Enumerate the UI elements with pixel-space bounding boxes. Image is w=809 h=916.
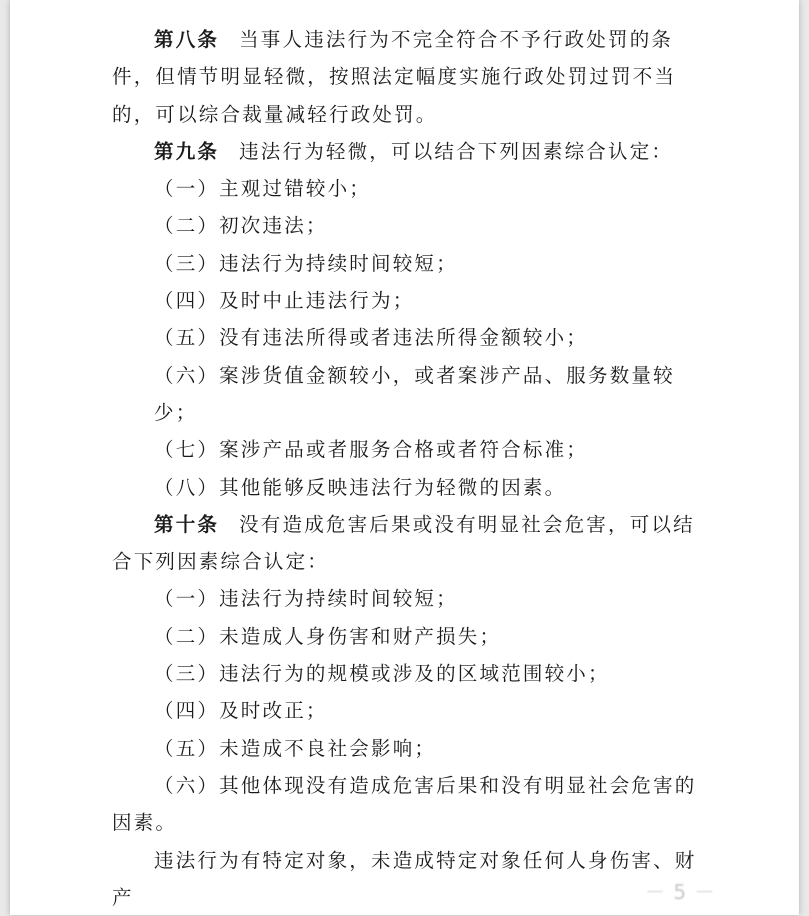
article-9-item-7: （七）案涉产品或者服务合格或者符合标准； (154, 438, 589, 462)
closing-paragraph: 违法行为有特定对象，未造成特定对象任何人身伤害、财产 (112, 848, 697, 909)
article-9-item-8: （八）其他能够反映违法行为轻微的因素。 (154, 475, 567, 499)
article-10-item-3: （三）违法行为的规模或涉及的区域范围较小； (154, 662, 610, 686)
article-8-label: 第八条 (154, 28, 220, 51)
article-10-item-2: （二）未造成人身伤害和财产损失； (154, 624, 502, 648)
article-8-paragraph (112, 21, 712, 133)
page-number: － 5 － (645, 880, 716, 904)
article-9-item-6: （六）案涉货值金额较小，或者案涉产品、服务数量较少； (154, 363, 675, 424)
article-9-item-4: （四）及时中止违法行为； (154, 289, 415, 313)
article-9-item-2: （二）初次违法； (154, 214, 328, 238)
article-10-label: 第十条 (154, 512, 220, 536)
article-9-label: 第九条 (154, 139, 220, 163)
article-10-item-5: （五）未造成不良社会影响； (154, 736, 437, 760)
article-10-item-6: （六）其他体现没有造成危害后果和没有明显社会危害的因素。 (112, 773, 697, 835)
article-10-paragraph (112, 506, 712, 581)
article-10-item-1: （一）违法行为持续时间较短； (154, 587, 458, 611)
document-page (10, 0, 799, 915)
article-9-item-5: （五）没有违法所得或者违法所得金额较小； (154, 326, 589, 350)
article-9-paragraph (112, 133, 712, 170)
article-8-text: 当事人违法行为不完全符合不予行政处罚的条件，但情节明显轻微，按照法定幅度实施行政处罚过罚不当的，可以综合裁量减轻行政处罚。 (112, 28, 677, 126)
article-10-item-4: （四）及时改正； (154, 699, 328, 723)
article-10-text: 没有造成危害后果或没有明显社会危害，可以结合下列因素综合认定： (112, 512, 695, 574)
article-9-item-3: （三）违法行为持续时间较短； (154, 251, 458, 275)
article-9-text: 违法行为轻微，可以结合下列因素综合认定： (239, 139, 674, 163)
article-9-item-1: （一）主观过错较小； (154, 177, 372, 201)
document-body (112, 21, 712, 916)
